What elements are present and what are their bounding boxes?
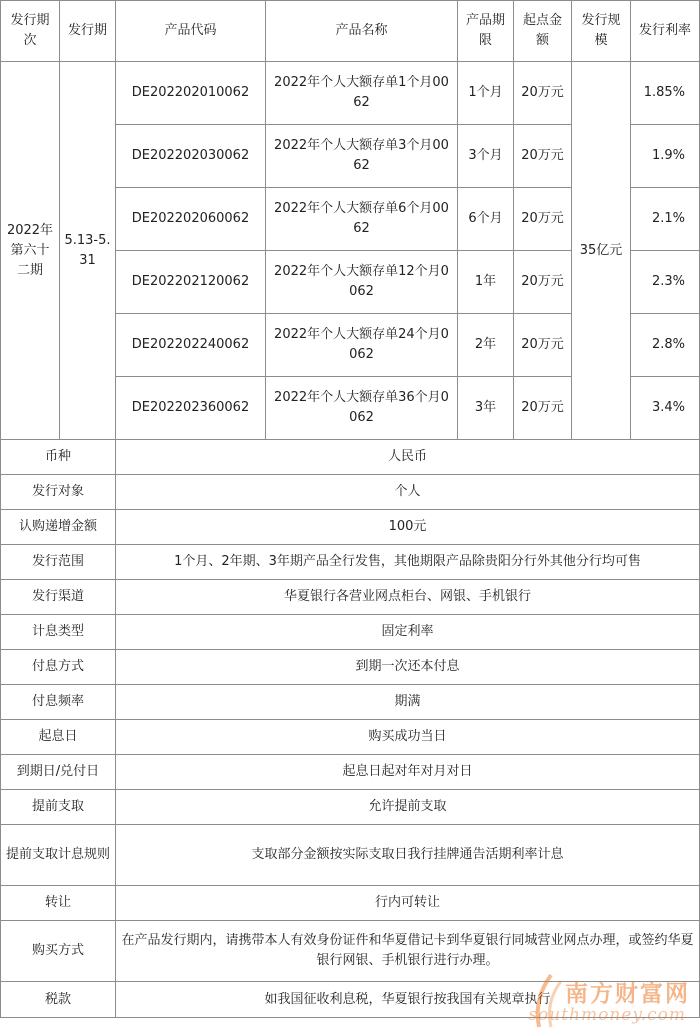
watermark-site-name: 南方财富网 (565, 980, 690, 1007)
info-row (1, 475, 700, 510)
info-value: 100元 (116, 510, 700, 545)
info-label: 转让 (1, 886, 116, 921)
header-cell: 产品名称 (266, 1, 458, 62)
info-label: 币种 (1, 440, 116, 475)
info-row (1, 545, 700, 580)
info-row (1, 886, 700, 921)
info-row (1, 615, 700, 650)
product-term: 3个月 (458, 125, 514, 188)
info-value: 支取部分金额按实际支取日我行挂牌通告活期利率计息 (116, 825, 700, 886)
info-label: 起息日 (1, 720, 116, 755)
product-term: 6个月 (458, 188, 514, 251)
info-label: 发行渠道 (1, 580, 116, 615)
info-row (1, 982, 700, 1018)
product-code: DE202202120062 (116, 251, 266, 314)
info-row (1, 440, 700, 475)
product-code: DE202202060062 (116, 188, 266, 251)
info-label: 认购递增金额 (1, 510, 116, 545)
product-rate: 2.8% (631, 314, 700, 377)
product-min-amount: 20万元 (514, 251, 572, 314)
info-value: 允许提前支取 (116, 790, 700, 825)
header-cell: 产品期限 (458, 1, 514, 62)
watermark-domain: southmoney.com (528, 1005, 686, 1025)
product-rate: 1.85% (631, 62, 700, 125)
info-label: 购买方式 (1, 921, 116, 982)
product-term: 3年 (458, 377, 514, 440)
info-value: 如我国征收利息税，华夏银行按我国有关规章执行 (116, 982, 700, 1018)
product-code: DE202202240062 (116, 314, 266, 377)
info-value: 在产品发行期内，请携带本人有效身份证件和华夏借记卡到华夏银行同城营业网点办理，或签约华夏银行网银、手机银行进行办理。 (116, 921, 700, 982)
info-label: 提前支取计息规则 (1, 825, 116, 886)
product-name: 2022年个人大额存单1个月0062 (266, 62, 458, 125)
product-rate: 2.3% (631, 251, 700, 314)
info-value: 固定利率 (116, 615, 700, 650)
info-label: 发行范围 (1, 545, 116, 580)
info-label: 付息方式 (1, 650, 116, 685)
info-row (1, 921, 700, 982)
info-value: 人民币 (116, 440, 700, 475)
issue-scale: 35亿元 (572, 62, 631, 440)
product-code: DE202202030062 (116, 125, 266, 188)
product-rate: 1.9% (631, 125, 700, 188)
info-label: 发行对象 (1, 475, 116, 510)
product-row (1, 62, 700, 125)
header-cell: 发行期 (60, 1, 116, 62)
info-row (1, 650, 700, 685)
info-row (1, 755, 700, 790)
info-value: 华夏银行各营业网点柜台、网银、手机银行 (116, 580, 700, 615)
product-rate: 3.4% (631, 377, 700, 440)
info-value: 1个月、2年期、3年期产品全行发售，其他期限产品除贵阳分行外其他分行均可售 (116, 545, 700, 580)
info-row (1, 720, 700, 755)
info-label: 税款 (1, 982, 116, 1018)
header-cell: 产品代码 (116, 1, 266, 62)
product-name: 2022年个人大额存单6个月0062 (266, 188, 458, 251)
header-cell: 发行规模 (572, 1, 631, 62)
info-value: 购买成功当日 (116, 720, 700, 755)
info-label: 到期日/兑付日 (1, 755, 116, 790)
info-value: 起息日起对年对月对日 (116, 755, 700, 790)
product-name: 2022年个人大额存单3个月0062 (266, 125, 458, 188)
issue-period-name: 2022年第六十二期 (1, 62, 60, 440)
info-value: 个人 (116, 475, 700, 510)
product-name: 2022年个人大额存单36个月0062 (266, 377, 458, 440)
product-min-amount: 20万元 (514, 377, 572, 440)
info-label: 计息类型 (1, 615, 116, 650)
info-row (1, 790, 700, 825)
product-min-amount: 20万元 (514, 125, 572, 188)
product-name: 2022年个人大额存单24个月0062 (266, 314, 458, 377)
info-row (1, 825, 700, 886)
header-row (1, 1, 700, 62)
info-row (1, 580, 700, 615)
product-min-amount: 20万元 (514, 314, 572, 377)
header-cell: 起点金额 (514, 1, 572, 62)
product-min-amount: 20万元 (514, 62, 572, 125)
product-min-amount: 20万元 (514, 188, 572, 251)
product-term: 1个月 (458, 62, 514, 125)
info-value: 期满 (116, 685, 700, 720)
info-row (1, 685, 700, 720)
info-value: 到期一次还本付息 (116, 650, 700, 685)
product-rate: 2.1% (631, 188, 700, 251)
product-term: 1年 (458, 251, 514, 314)
info-value: 行内可转让 (116, 886, 700, 921)
info-row (1, 510, 700, 545)
info-label: 提前支取 (1, 790, 116, 825)
header-cell: 发行期次 (1, 1, 60, 62)
product-term: 2年 (458, 314, 514, 377)
product-name: 2022年个人大额存单12个月0062 (266, 251, 458, 314)
issue-dates: 5.13-5.31 (60, 62, 116, 440)
header-cell: 发行利率 (631, 1, 700, 62)
info-label: 付息频率 (1, 685, 116, 720)
product-code: DE202202010062 (116, 62, 266, 125)
product-code: DE202202360062 (116, 377, 266, 440)
